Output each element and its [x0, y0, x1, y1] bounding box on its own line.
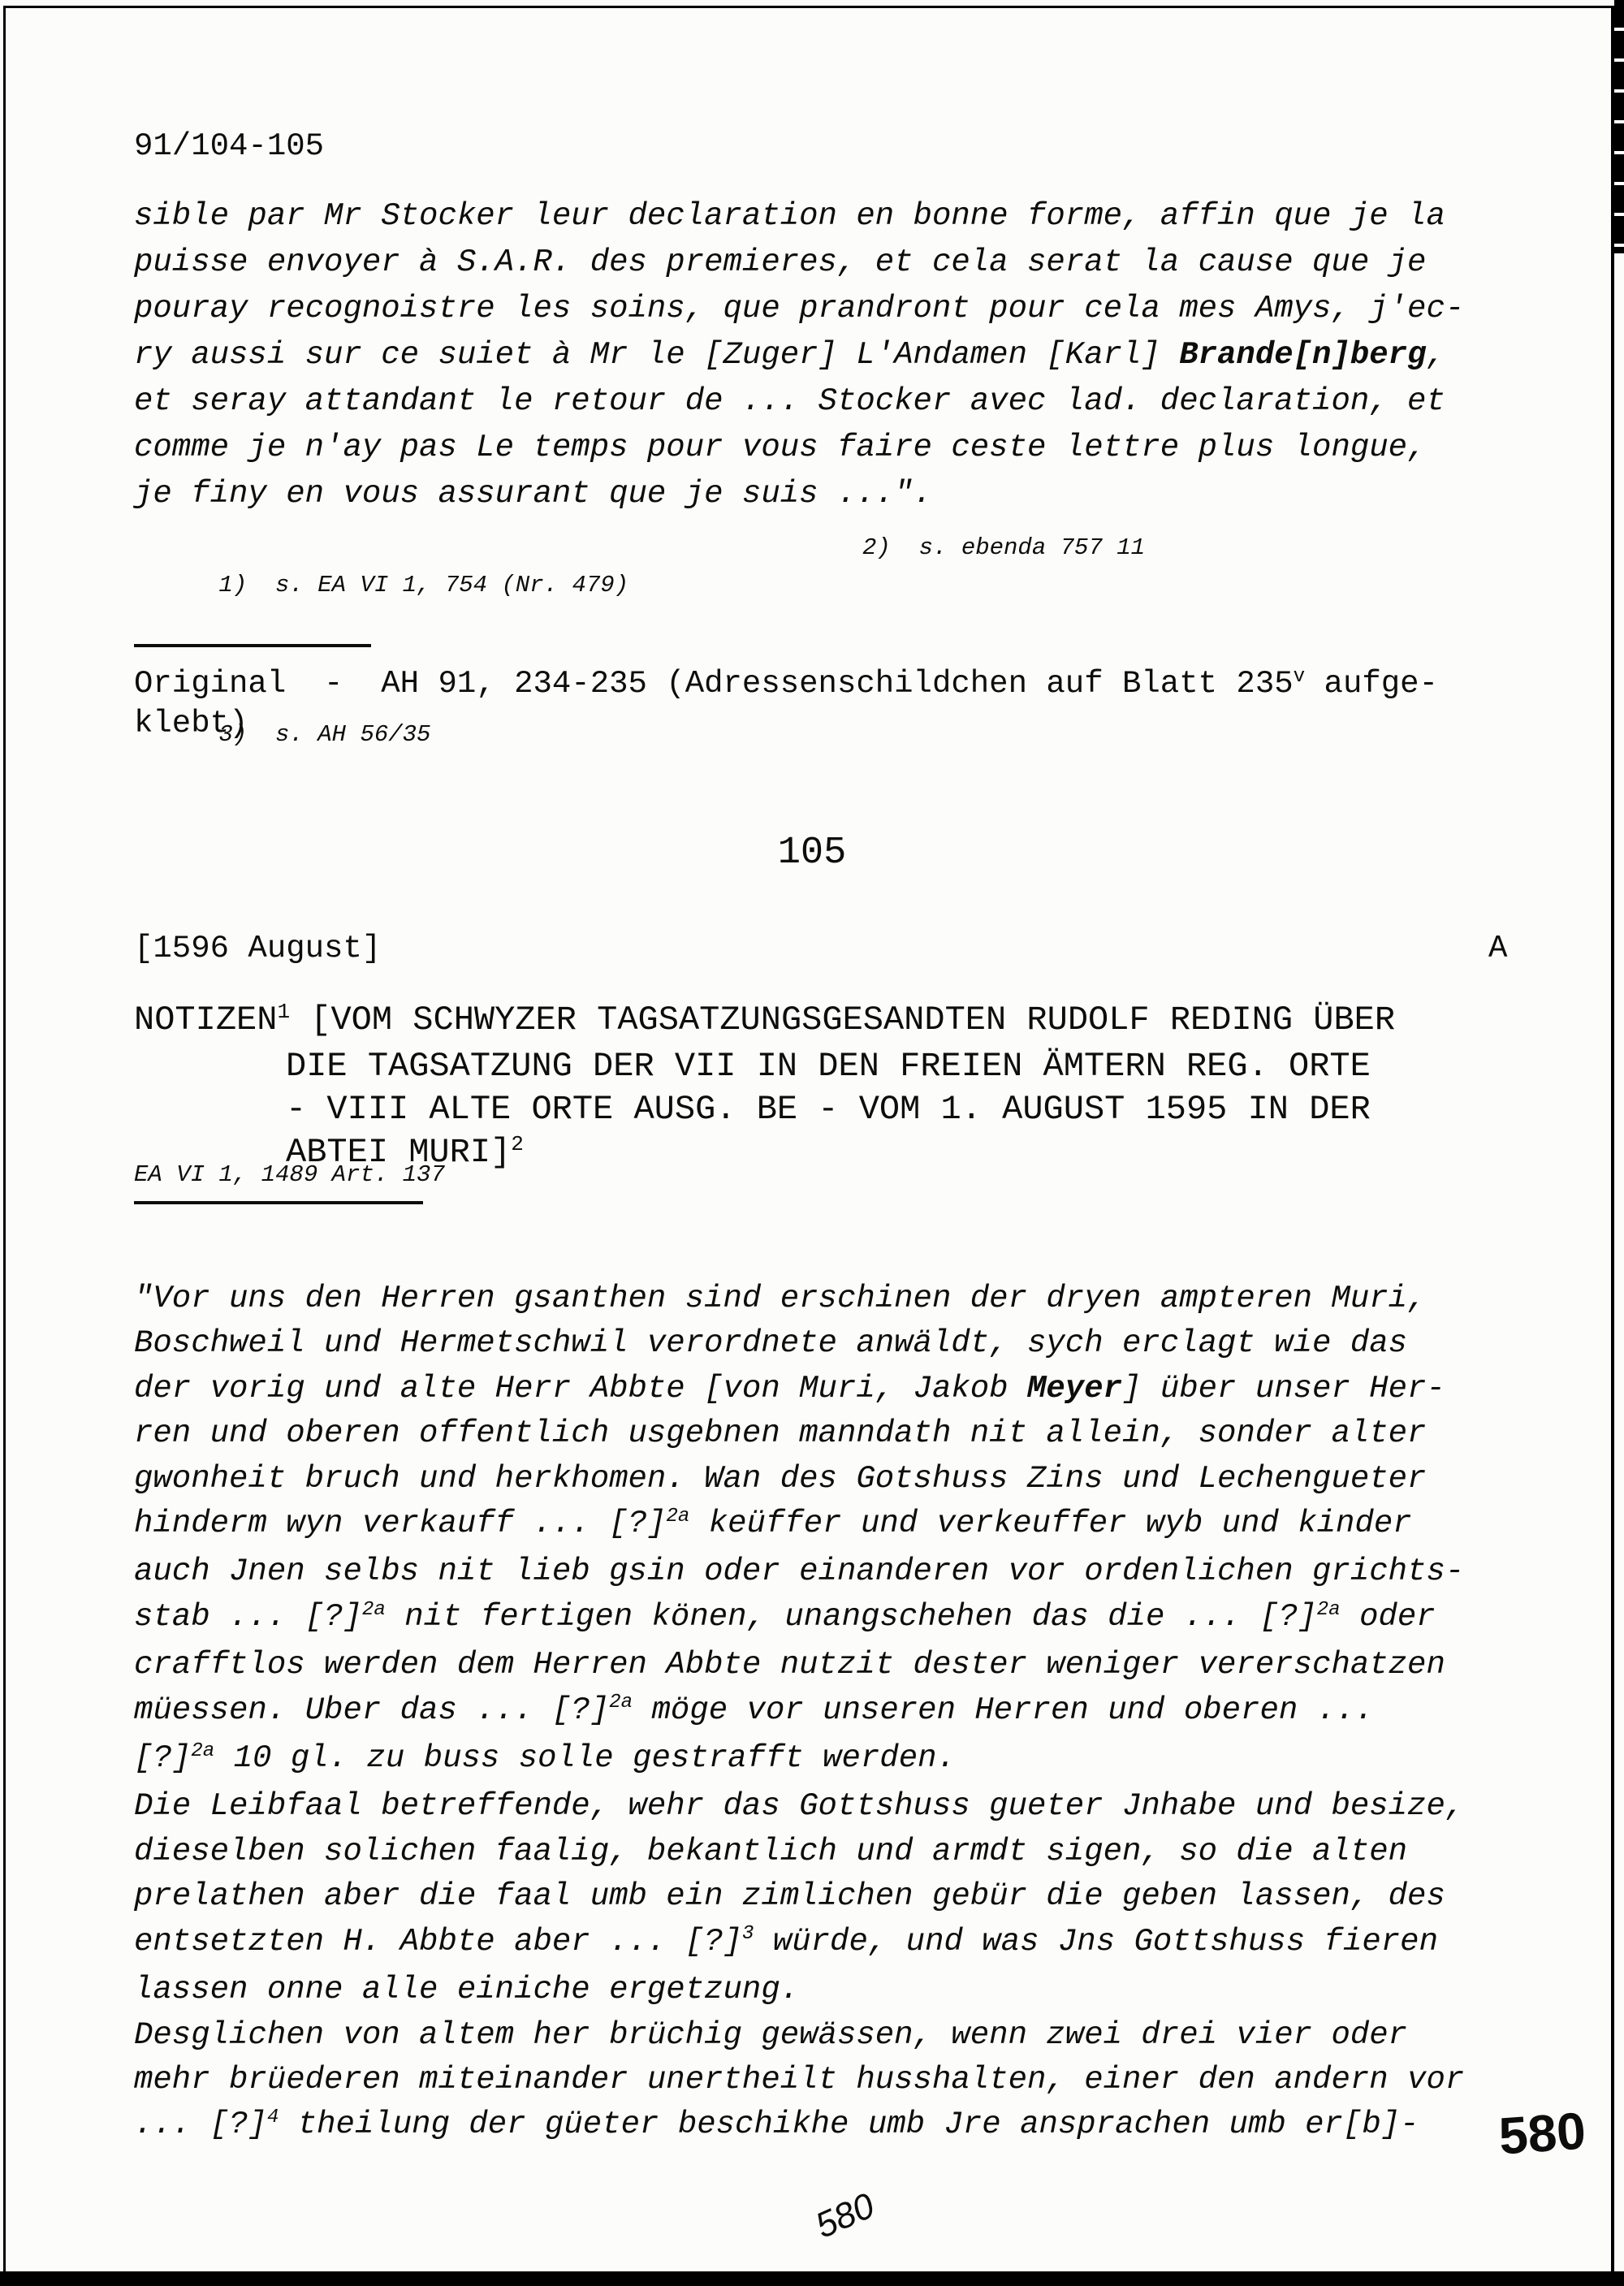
entry-number-heading: 105 — [777, 832, 847, 875]
text-line: et seray attandant le retour de ... Stocker avec lad. declaration, et — [134, 383, 1445, 419]
handwritten-page-number: 580 — [1497, 2101, 1588, 2166]
text-line: puisse envoyer à S.A.R. des premieres, et cela serat la cause que je — [134, 244, 1427, 280]
date-row — [134, 931, 1508, 966]
text-line: gwonheit bruch und herkhomen. Wan des Gotshuss Zins und Lechengueter — [134, 1460, 1427, 1497]
page-border-top — [3, 6, 1616, 8]
page-reference-header: 91/104-105 — [134, 128, 325, 164]
text-line: "Vor uns den Herren gsanthen sind erschinen der dryen ampteren Muri, — [134, 1281, 1427, 1316]
text-line: mehr brüederen miteinander unertheilt husshalten, einer den andern vor — [134, 2061, 1465, 2098]
text-line: Boschweil und Hermetschwil verordnete anwäldt, sych erclagt wie das — [134, 1325, 1408, 1362]
source-reference: EA VI 1, 1489 Art. 137 — [134, 1161, 445, 1188]
entry-date: [1596 August] — [134, 931, 382, 966]
text-line: - VIII ALTE ORTE AUSG. BE - VOM 1. AUGUST 1595 IN DER — [286, 1090, 1371, 1129]
text-line: comme je n'ay pas Le temps pour vous faire ceste lettre plus longue, — [134, 430, 1427, 465]
text-line: pouray recognoistre les soins, que prandront pour cela mes Amys, j'ec- — [134, 291, 1465, 326]
text-line: prelathen aber die faal umb ein zimlichen gebür die geben lassen, des — [134, 1878, 1445, 1915]
text-line: müessen. Uber das ... [?]$^{2a}$ möge vor unseren Herren und oberen ... — [134, 1692, 1374, 1728]
text-line: der vorig und alte Herr Abbte [von Muri, Jakob Meyer] über unser Her- — [134, 1370, 1445, 1407]
text-line: lassen onne alle einiche ergetzung. — [134, 1972, 800, 2008]
footnote-3: 3) s. AH 56/35 — [218, 721, 431, 748]
text-line: crafftlos werden dem Herren Abbte nutzit dester weniger vererschatzen — [134, 1647, 1445, 1683]
text-line: NOTIZEN$^1$ [VOM SCHWYZER TAGSATZUNGSGESANDTEN RUDOLF REDING ÜBER — [134, 999, 1396, 1039]
footnote-row — [134, 529, 1466, 679]
text-line: Desglichen von altem her brüchig gewässen, wenn zwei drei vier oder — [134, 2016, 1408, 2053]
text-line: je finy en vous assurant que je suis ...". — [134, 476, 932, 512]
text-line: [?]$^{2a}$ 10 gl. zu buss solle gestrafft werden. — [134, 1739, 956, 1777]
text-line: Die Leibfaal betreffende, wehr das Gottshuss gueter Jnhabe und besize, — [134, 1788, 1465, 1825]
body-text-paragraphs — [134, 1277, 1464, 2151]
page-border-right — [1611, 6, 1614, 2274]
text-line: ... [?]$^4$ theilung der güeter beschikhe umb Jre ansprachen umb er[b]- — [134, 2107, 1419, 2143]
scan-bottom-bar — [0, 2271, 1624, 2286]
text-line: klebt) — [134, 706, 248, 741]
entry-title-block — [134, 999, 1395, 1178]
text-line: ren und oberen offentlich usgebnen manndath nit allein, sonder alter — [134, 1415, 1427, 1452]
scan-edge-strip — [1614, 0, 1624, 253]
marginal-letter: A — [1488, 931, 1508, 966]
footnote-2: 2) s. ebenda 757 11 — [862, 534, 1146, 561]
french-quote-paragraph — [134, 193, 1464, 517]
horizontal-rule — [134, 1201, 423, 1204]
handwritten-page-number-small: 580 — [810, 2185, 881, 2246]
text-line: sible par Mr Stocker leur declaration en bonne forme, affin que je la — [134, 198, 1445, 234]
text-line: ABTEI MURI]$^2$ — [286, 1131, 524, 1172]
text-line: Original - AH 91, 234-235 (Adressenschildchen auf Blatt 235$^v$ aufge- — [134, 665, 1438, 702]
footnote-1: 1) s. EA VI 1, 754 (Nr. 479) — [218, 572, 629, 599]
footnotes-block — [134, 529, 1466, 791]
text-line: DIE TAGSATZUNG DER VII IN DEN FREIEN ÄMTERN REG. ORTE — [286, 1047, 1371, 1086]
original-source-note — [134, 666, 1438, 741]
horizontal-rule — [134, 644, 371, 647]
text-line: stab ... [?]$^{2a}$ nit fertigen könen, unangschehen das die ... [?]$^{2a}$ oder — [134, 1598, 1436, 1635]
text-line: ry aussi sur ce suiet à Mr le [Zuger] L'Andamen [Karl] Brande[n]berg, — [134, 337, 1445, 373]
text-line: dieselben solichen faalig, bekantlich und armdt sigen, so die alten — [134, 1833, 1408, 1869]
page-border-left — [3, 6, 6, 2274]
text-line: entsetzten H. Abbte aber ... [?]$^3$ würde, und was Jns Gottshuss fieren — [134, 1923, 1438, 1960]
text-line: auch Jnen selbs nit lieb gsin oder einanderen vor ordenlichen grichts- — [134, 1554, 1465, 1590]
text-line: hinderm wyn verkauff ... [?]$^{2a}$ keüffer und verkeuffer wyb und kinder — [134, 1505, 1412, 1542]
